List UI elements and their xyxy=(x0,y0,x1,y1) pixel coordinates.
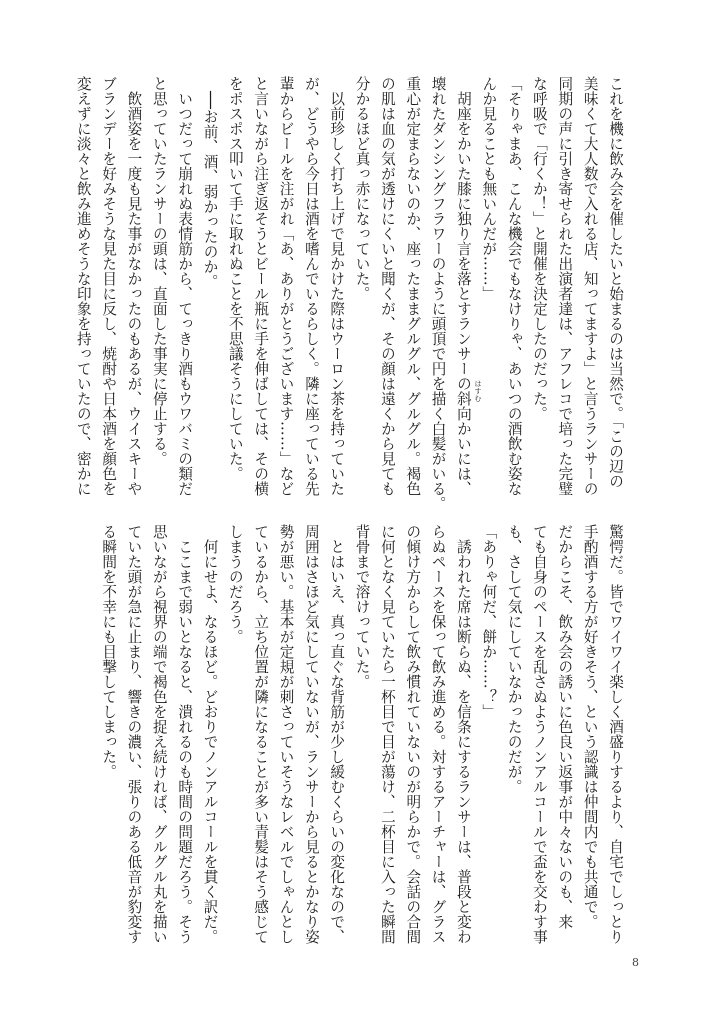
text-column: んか見ることも無いんだが……」 xyxy=(480,76,498,301)
text-column: 思いながら視界の端で褐色を捉え続ければ、グルグル丸を描い xyxy=(150,524,168,944)
text-column: と思っていたランサーの頭は、直面した事実に停止する。 xyxy=(150,76,168,466)
text-column: 重心が定まらないのか、座ったままグルグル、グルグル。褐色 xyxy=(404,76,422,496)
text-column: が、どうやら今日は酒を嗜んでいるらしく。隣に座っている先 xyxy=(302,76,320,496)
text-column: 飲酒姿を一度も見た事がなかったのもあるが、ウイスキーや xyxy=(125,76,143,496)
text-column: ──お前、酒、弱かったのか。 xyxy=(201,76,219,290)
text-column: の肌は血の気が透けにくいと聞くが、その顔は遠くから見ても xyxy=(378,76,396,496)
text-column: 美味くて大人数で入れる店、知ってますよ」と言うランサーの xyxy=(581,76,599,496)
text-column: 「そりゃまあ、こんな機会でもなけりゃ、あいつの酒飲む姿な xyxy=(505,76,523,496)
text-column: 分かるほど真っ赤になっていた。 xyxy=(353,76,371,301)
text-column: 輩からビールを注がれ「あ、ありがとうございます……」など xyxy=(277,76,295,496)
text-column: いつだって崩れぬ表情筋から、てっきり酒もウワバミの類だ xyxy=(176,76,194,496)
text-column: これを機に飲み会を催したいと始まるのは当然で。「この辺の xyxy=(607,76,624,489)
text-column: ブランデーを好みそうな見た目に反し、焼酎や日本酒を顔色を xyxy=(100,76,118,496)
text-column: ても自身のペースを乱さぬようノンアルコールで盃を交わす事 xyxy=(530,524,548,944)
text-column: とはいえ、真っ直ぐな背筋が少し緩むくらいの変化なので、 xyxy=(328,524,346,944)
text-column: な呼吸で「行くか！」と開催を決定したのだった。 xyxy=(530,76,548,421)
text-column: 壊れたダンシングフラワーのように頭頂で円を描く白髪がいる。 xyxy=(429,76,447,511)
page-number: 8 xyxy=(632,956,639,969)
text-column: 「ありゃ何だ、餅か……？」 xyxy=(480,524,498,719)
text-column: の傾け方からして飲み慣れていないのが明らかで。会話の合間 xyxy=(404,524,422,944)
text-column: に何となく見ていたら一杯目で目が蕩け、二杯目に入った瞬間 xyxy=(378,524,396,944)
text-column: をポスポス叩いて手に取れぬことを不思議そうにしていた。 xyxy=(226,76,244,481)
text-column: 手酌酒する方が好きそう、という認識は仲間内でも共通で。 xyxy=(581,524,599,929)
text-column: だからこそ、飲み会の誘いに色良い返事が中々ないのも、来 xyxy=(556,524,574,929)
text-column: も、さして気にしていなかったのだが。 xyxy=(505,524,523,794)
furigana-ruby: はすむ xyxy=(474,380,482,403)
text-column: る瞬間を不幸にも目撃してしまった。 xyxy=(100,524,118,779)
text-column: 周囲はさほど気にしていないが、ランサーから見るとかなり姿 xyxy=(302,524,320,944)
text-column: らぬペースを保って飲み進める。対するアーチャーは、グラス xyxy=(429,524,447,944)
text-column: 何にせよ、なるほど。どおりでノンアルコールを貫く訳だ。 xyxy=(201,524,219,944)
text-column: 以前珍しく打ち上げで見かけた際はウーロン茶を持っていた xyxy=(328,76,346,496)
text-column: 勢が悪い。基本が定規が刺さっていそうなレベルでしゃんとし xyxy=(277,524,295,944)
text-column: と言いながら注ぎ返そうとビール瓶に手を伸ばしては、その横 xyxy=(252,76,270,496)
text-column: 驚愕だ。皆でワイワイ楽しく酒盛りするより、自宅でしっとり xyxy=(607,524,624,944)
text-column: 誘われた席は断らぬ、を信条にするランサーは、普段と変わ xyxy=(454,524,472,944)
text-column: 胡座をかいた膝に独り言を落とすランサーの斜向かいには、 xyxy=(454,76,472,496)
text-column: ここまで弱いとなると、潰れるのも時間の問題だろう。そう xyxy=(176,524,194,944)
upper-text-block xyxy=(74,76,628,511)
text-column: 同期の声に引き寄せられた出演者達は、アフレコで培った完璧 xyxy=(556,76,574,496)
text-column: 変えずに淡々と飲み進めそうな印象を持っていたので、密かに xyxy=(74,76,92,496)
text-column: ているから、立ち位置が隣になることが多い青髪はそう感じて xyxy=(252,524,270,944)
text-column: しまうのだろう。 xyxy=(226,524,244,644)
text-column: ていた頭が急に止まり、響きの濃い、張りのある低音が豹変す xyxy=(125,524,143,944)
lower-text-block xyxy=(100,524,628,949)
text-column: 背骨まで溶けっていた。 xyxy=(353,524,371,689)
